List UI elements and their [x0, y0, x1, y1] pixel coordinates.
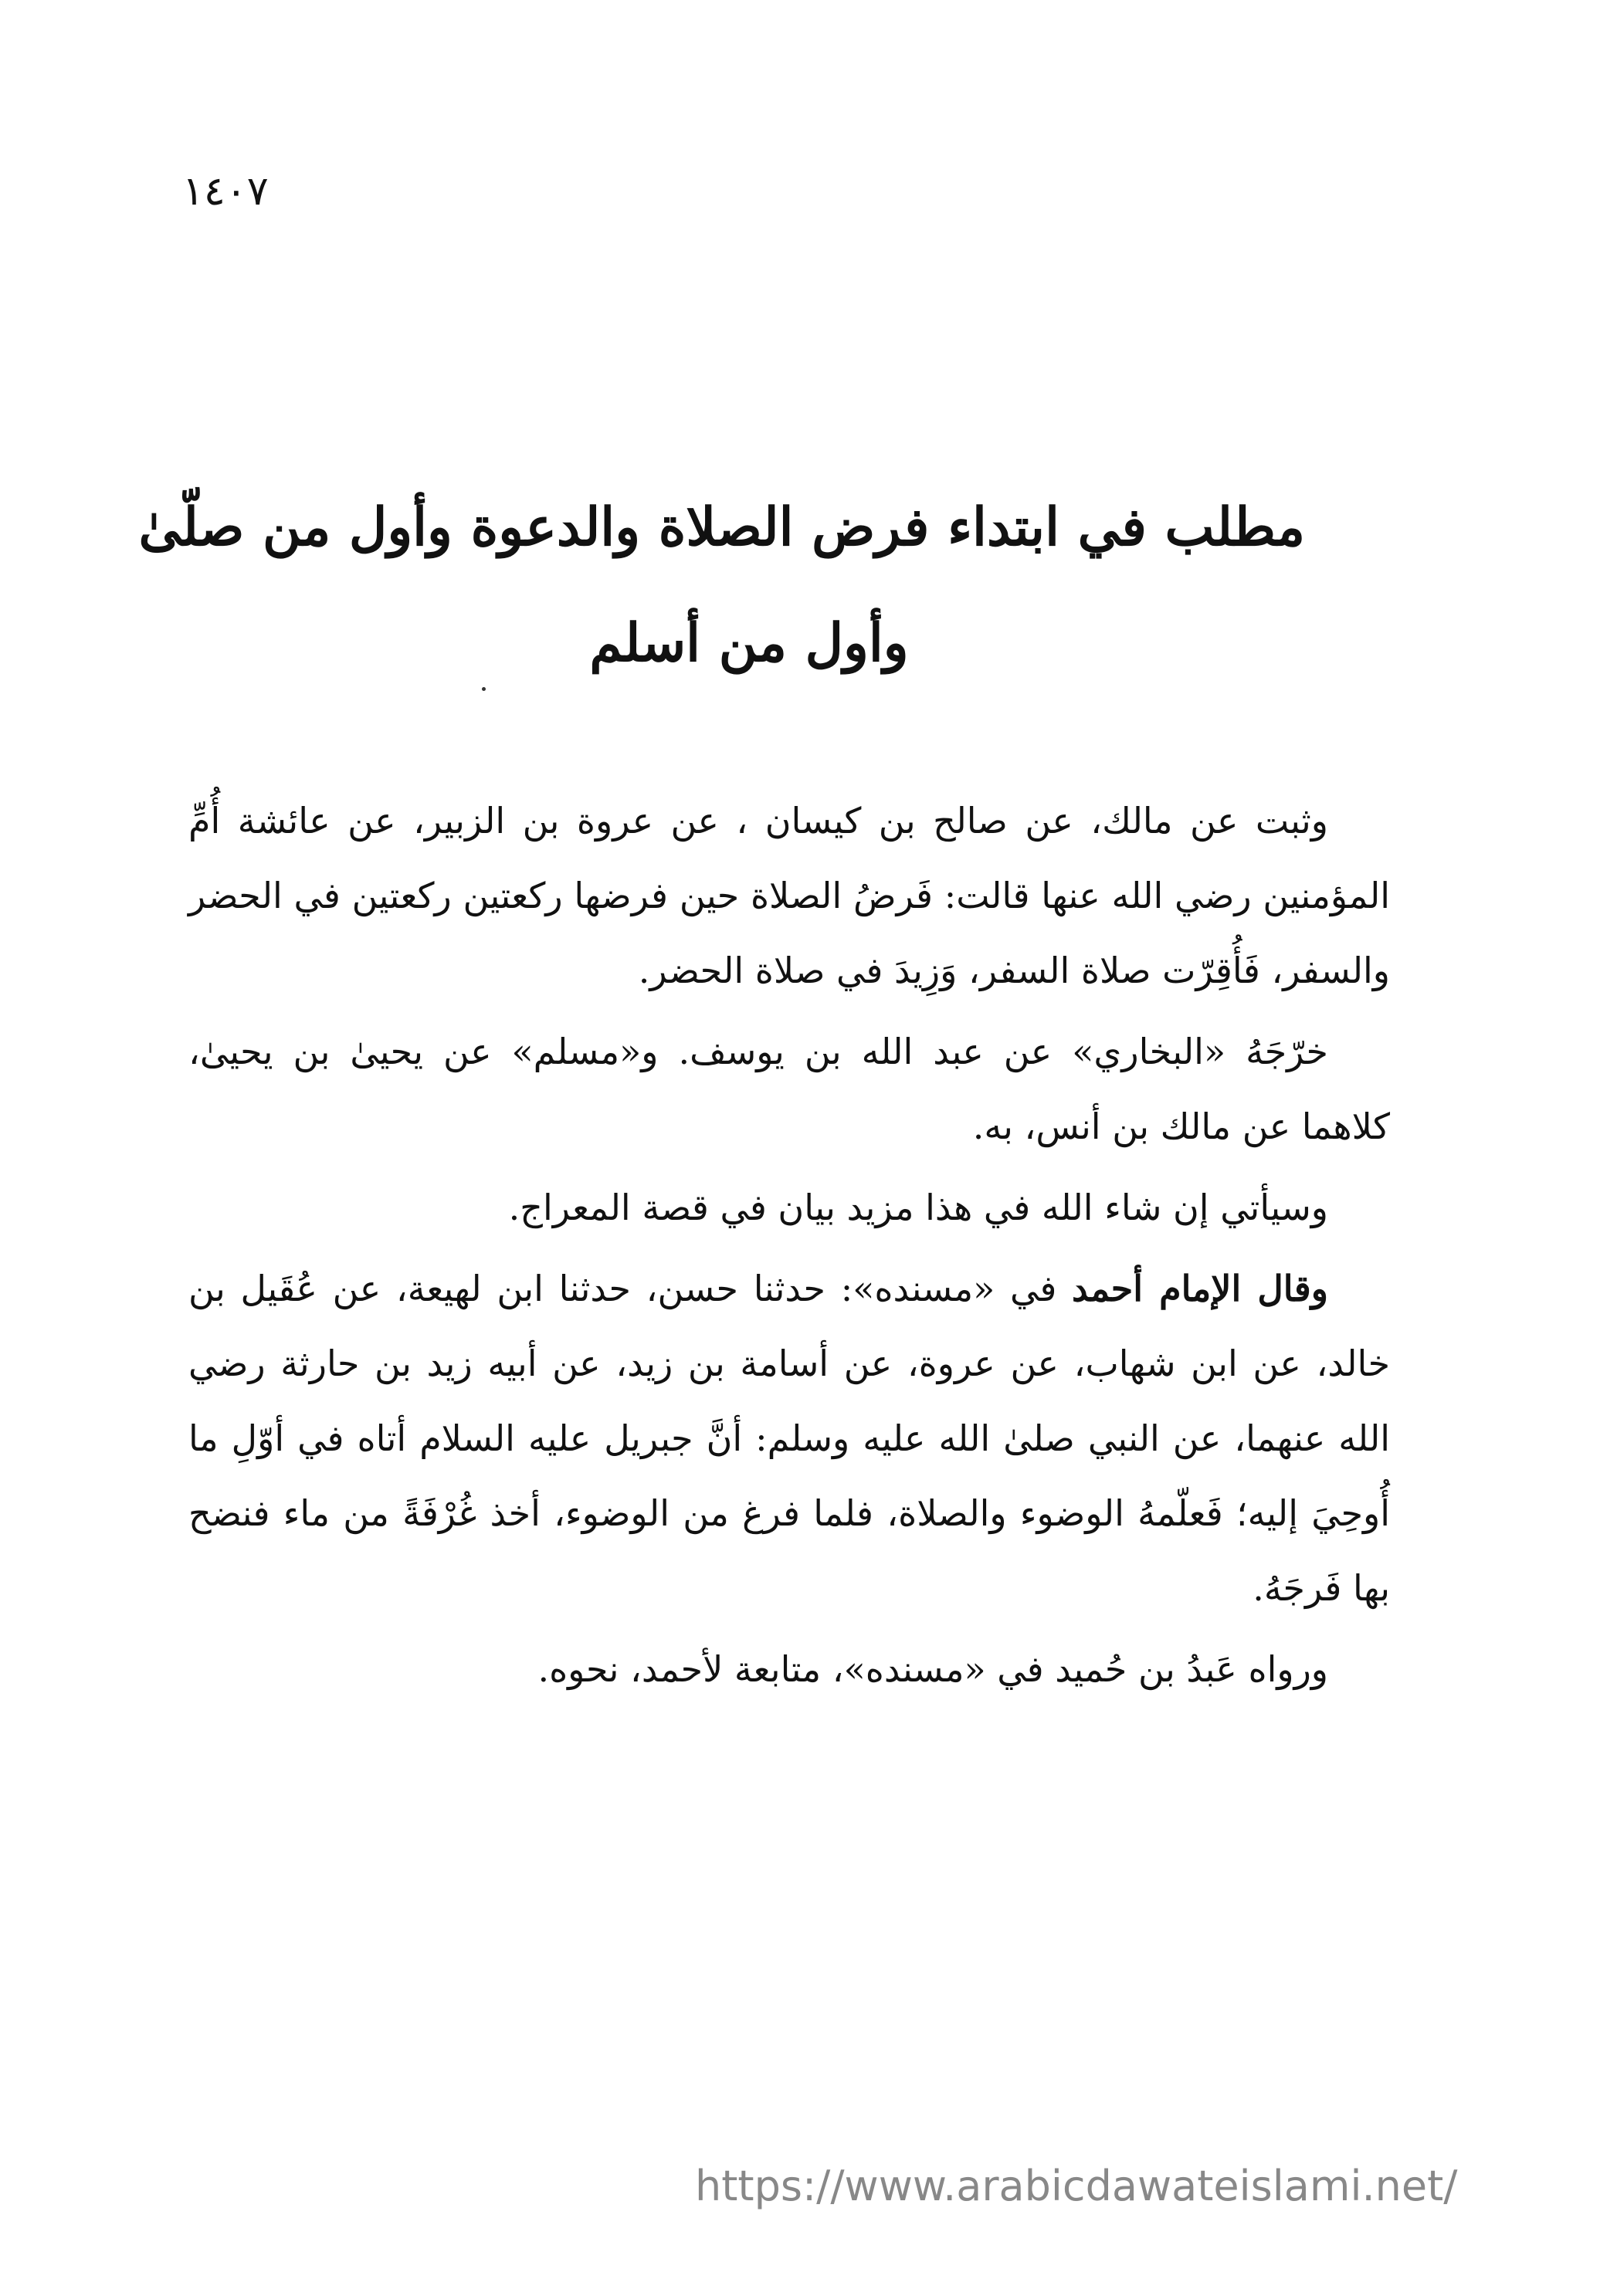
stray-dot — [482, 687, 486, 691]
paragraph-text: وثبت عن مالك، عن صالح بن كيسان ، عن عروة بن الزبير، عن عائشة أُمِّ المؤمنين رضي الله عنها قالت: فَرضُ الصلاة حين فرضها ركعتين ركعتين في الحضر والسفر، فَأُقِرّت صلاة السفر، وَزِيدَ في صلاة الحضر. — [188, 800, 1390, 991]
paragraph-text: خرّجَهُ «البخاري» عن عبد الله بن يوسف. و«مسلم» عن يحيىٰ بن يحيىٰ، كلاهما عن مالك بن أنس، به. — [188, 1031, 1390, 1147]
paragraph-lead: وقال الإمام أحمد — [1072, 1268, 1328, 1309]
paragraph-text: وسيأتي إن شاء الله في هذا مزيد بيان في قصة المعراج. — [508, 1187, 1328, 1228]
paragraph-abd-bin-humaid — [188, 1632, 1390, 1707]
page-number: ١٤٠٧ — [182, 168, 269, 215]
paragraph-ahmad-musnad — [188, 1251, 1390, 1626]
paragraph-takhrij — [188, 1014, 1390, 1164]
paragraph-text: ورواه عَبدُ بن حُميد في «مسنده»، متابعة لأحمد، نحوه. — [537, 1648, 1328, 1690]
heading-line-1: مطلب في ابتداء فرض الصلاة والدعوة وأول من صلّىٰ — [138, 496, 1305, 558]
section-heading — [138, 469, 1305, 701]
watermark-url: https://www.arabicdawateislami.net/ — [695, 2162, 1458, 2210]
paragraph-hadith-aisha — [188, 784, 1390, 1008]
heading-line-2: وأول من أسلم — [589, 612, 909, 674]
body-text — [188, 784, 1390, 1707]
paragraph-miraj-note — [188, 1170, 1390, 1245]
paragraph-text: في «مسنده»: حدثنا حسن، حدثنا ابن لهيعة، عن عُقَيل بن خالد، عن ابن شهاب، عن عروة، عن أسامة بن زيد، عن أبيه زيد بن حارثة رضي الله عنهما، عن النبي صلىٰ الله عليه وسلم: أنَّ جبريل عليه السلام أتاه في أوّلِ ما أُوحِيَ إليه؛ فَعلّمهُ الوضوء والصلاة، فلما فرغ من الوضوء، أخذ غُرْفَةً من ماء فنضح بها فَرجَهُ. — [188, 1268, 1390, 1609]
